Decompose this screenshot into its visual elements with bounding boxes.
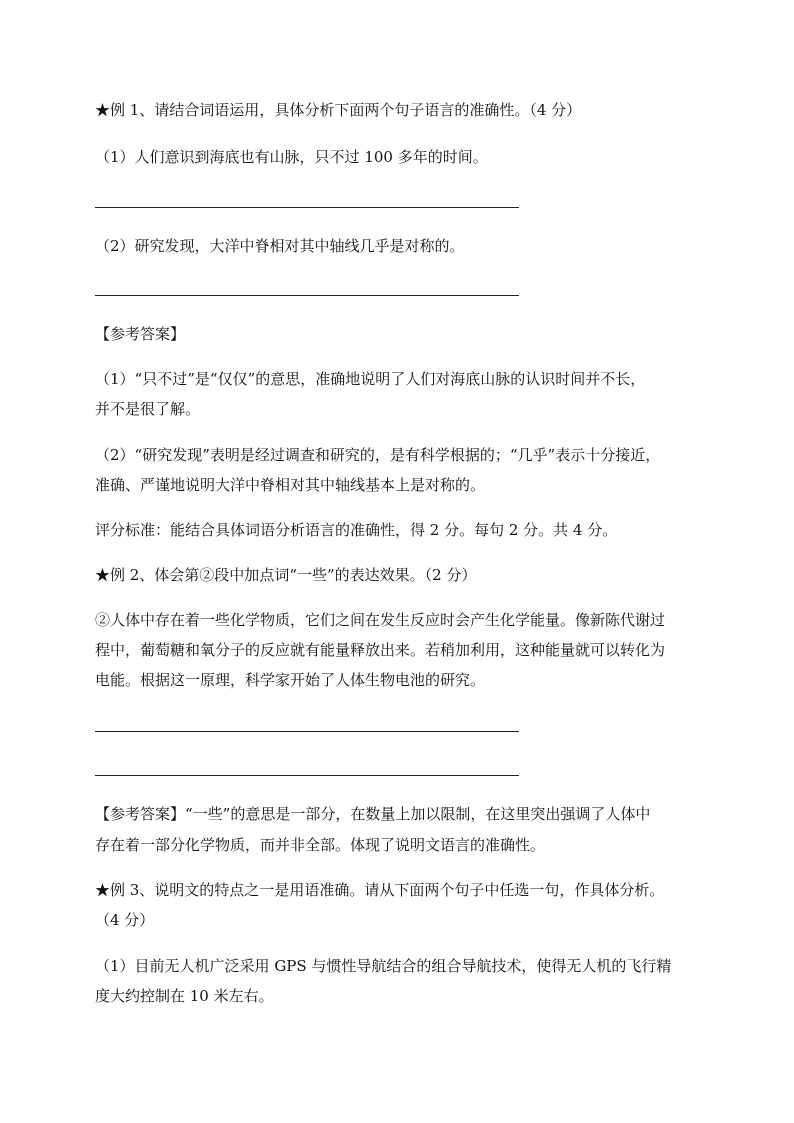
example3-item1: （1）目前无人机广泛采用 GPS 与惯性导航结合的组合导航技术，使得无人机的飞行精 — [95, 957, 672, 975]
answer-blank-line[interactable] — [95, 207, 519, 208]
answer1-text: 准确、严谨地说明大洋中脊相对其中轴线基本上是对称的。 — [95, 476, 486, 494]
answer-blank-line[interactable] — [95, 775, 519, 776]
example3-item1: 度大约控制在 10 米左右。 — [95, 987, 274, 1005]
example2-passage: 电能。根据这一原理，科学家开始了人体生物电池的研究。 — [95, 671, 486, 689]
example1-item2: （2）研究发现，大洋中脊相对其中轴线几乎是对称的。 — [95, 237, 465, 255]
answer2-text: 存在着一部分化学物质，而并非全部。体现了说明文语言的准确性。 — [95, 836, 546, 854]
example1-question: ★例 1、请结合词语运用，具体分析下面两个句子语言的准确性。（4 分） — [95, 101, 582, 119]
answer-blank-line[interactable] — [95, 731, 519, 732]
example3-question: ★例 3、说明文的特点之一是用语准确。请从下面两个句子中任选一句，作具体分析。 — [95, 881, 665, 899]
example2-passage: 程中，葡萄糖和氧分子的反应就有能量释放出来。若稍加利用，这种能量就可以转化为 — [95, 641, 666, 659]
answer1-heading: 【参考答案】 — [95, 325, 186, 343]
example1-item1: （1）人们意识到海底也有山脉，只不过 100 多年的时间。 — [95, 148, 488, 166]
answer1-text: 并不是很了解。 — [95, 400, 201, 418]
answer1-text: （2）“研究发现”表明是经过调查和研究的，是有科学根据的；“几乎”表示十分接近， — [95, 446, 661, 464]
scoring-criteria: 评分标准：能结合具体词语分析语言的准确性，得 2 分。每句 2 分。共 4 分。 — [95, 521, 618, 539]
answer2-text: 【参考答案】“一些”的意思是一部分，在数量上加以限制，在这里突出强调了人体中 — [95, 805, 651, 823]
answer-blank-line[interactable] — [95, 295, 519, 296]
example3-question: （4 分） — [95, 911, 155, 929]
example2-question: ★例 2、体会第②段中加点词“一些”的表达效果。（2 分） — [95, 566, 477, 584]
example2-passage: ②人体中存在着一些化学物质，它们之间在发生反应时会产生化学能量。像新陈代谢过 — [95, 611, 666, 629]
answer1-text: （1）“只不过”是“仅仅”的意思，准确地说明了人们对海底山脉的认识时间并不长， — [95, 370, 646, 388]
